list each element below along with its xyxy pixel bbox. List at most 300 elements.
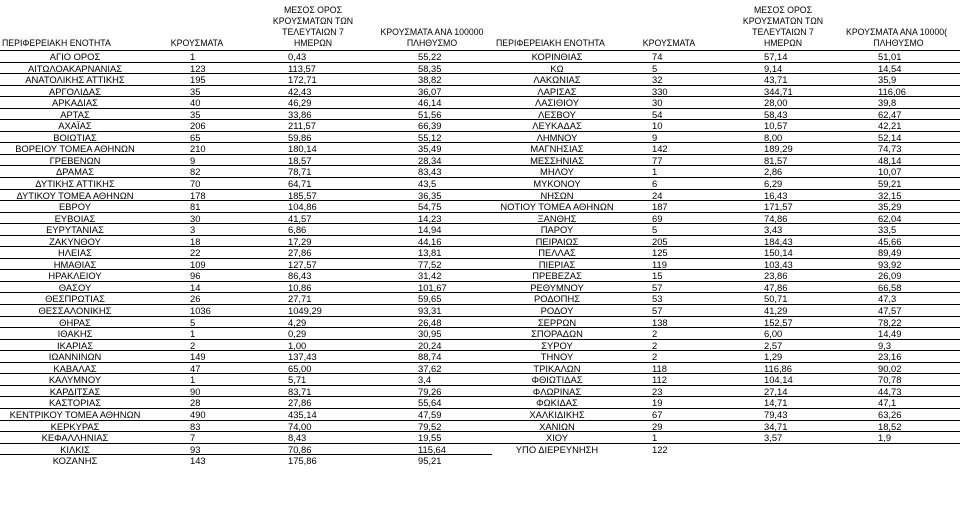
avg-cell: 46,29 — [288, 97, 312, 109]
avg-cell: 189,29 — [764, 143, 793, 155]
cases-cell: 2 — [652, 351, 658, 363]
region-cell: ΒΟΙΩΤΙΑΣ — [53, 131, 97, 143]
cases-cell: 109 — [190, 258, 206, 270]
region-cell: ΦΩΚΙΔΑΣ — [536, 397, 578, 409]
table-row — [492, 258, 960, 270]
region-cell: ΧΙΟΥ — [545, 432, 569, 444]
rate-cell: 47,57 — [878, 305, 902, 317]
avg-cell: 152,57 — [764, 316, 793, 328]
rate-cell: 66,58 — [878, 281, 902, 293]
table-row — [492, 96, 960, 108]
avg-cell: 50,71 — [764, 293, 788, 305]
avg-cell: 6,00 — [764, 328, 783, 340]
avg-cell: 34,71 — [764, 420, 788, 432]
region-cell: ΜΗΛΟΥ — [540, 166, 574, 178]
cases-cell: 10 — [652, 120, 663, 132]
cases-cell: 5 — [652, 224, 658, 236]
avg-cell: 81,57 — [764, 154, 788, 166]
region-cell: ΗΡΑΚΛΕΙΟΥ — [48, 270, 102, 282]
cases-cell: 93 — [190, 443, 201, 455]
region-cell: ΕΥΡΥΤΑΝΙΑΣ — [46, 224, 104, 236]
region-cell: ΠΕΛΛΑΣ — [538, 247, 576, 259]
region-cell: ΝΟΤΙΟΥ ΤΟΜΕΑ ΑΘΗΝΩΝ — [500, 201, 614, 213]
cases-cell: 26 — [190, 293, 201, 305]
avg-cell: 58,43 — [764, 108, 788, 120]
cases-cell: 1 — [190, 374, 196, 386]
header-avg — [732, 5, 833, 49]
region-cell: ΚΑΣΤΟΡΙΑΣ — [48, 397, 102, 409]
cases-cell: 2 — [652, 328, 658, 340]
rate-cell: 62,04 — [878, 212, 902, 224]
region-cell: ΔΥΤΙΚΟΥ ΤΟΜΕΑ ΑΘΗΝΩΝ — [16, 189, 134, 201]
region-cell: ΞΑΝΘΗΣ — [537, 212, 577, 224]
rate-cell: 101,67 — [418, 281, 447, 293]
region-cell: ΣΕΡΡΩΝ — [537, 316, 577, 328]
table-row — [492, 119, 960, 131]
rate-cell: 9,3 — [878, 339, 892, 351]
cases-cell: 67 — [652, 408, 663, 420]
cases-cell: 53 — [652, 293, 663, 305]
rate-cell: 52,14 — [878, 131, 902, 143]
avg-cell: 211,57 — [288, 120, 316, 132]
table-row — [0, 373, 492, 385]
table-row — [0, 154, 492, 166]
region-cell: ΑΡΤΑΣ — [60, 108, 90, 120]
table-row — [492, 408, 960, 420]
table-row — [0, 396, 492, 408]
avg-cell: 70,86 — [288, 443, 312, 455]
avg-cell: 17,29 — [288, 235, 312, 247]
table-row — [0, 108, 492, 120]
region-cell: ΛΑΚΩΝΙΑΣ — [533, 74, 581, 86]
cases-cell: 23 — [652, 385, 663, 397]
avg-cell: 86,43 — [288, 270, 312, 282]
region-cell: ΚΟΡΙΝΘΙΑΣ — [531, 51, 583, 62]
header-avg-line3: ΤΕΛΕΥΤΑΙΩΝ 7 ΗΜΕΡΩΝ — [282, 27, 344, 49]
rate-cell: 90,02 — [878, 362, 902, 374]
region-cell: ΔΥΤΙΚΗΣ ΑΤΤΙΚΗΣ — [35, 178, 115, 190]
rate-cell: 46,14 — [418, 97, 442, 109]
table-row — [492, 235, 960, 247]
cases-cell: 18 — [190, 235, 201, 247]
header-rate-line2: ΠΛΗΘΥΣΜΟ — [873, 38, 924, 49]
region-cell: ΙΩΑΝΝΙΝΩΝ — [48, 351, 102, 363]
table-row — [492, 73, 960, 85]
header-rate — [846, 27, 951, 49]
rate-cell: 31,42 — [418, 270, 442, 282]
region-cell: ΠΙΕΡΙΑΣ — [538, 258, 576, 270]
rate-cell: 18,52 — [878, 420, 902, 432]
header-avg-line3: ΤΕΛΕΥΤΑΙΩΝ 7 ΗΜΕΡΩΝ — [752, 27, 814, 49]
avg-cell: 175,86 — [288, 455, 317, 467]
header-rate — [377, 27, 487, 49]
avg-cell: 79,43 — [764, 408, 788, 420]
table-row — [0, 50, 492, 62]
avg-cell: 180,14 — [288, 143, 317, 155]
region-cell: ΛΑΡΙΣΑΣ — [537, 85, 577, 97]
cases-cell: 1036 — [190, 305, 211, 317]
header-cases: ΚΡΟΥΣΜΑΤΑ — [642, 38, 696, 49]
cases-cell: 490 — [190, 408, 206, 420]
cases-cell: 205 — [652, 235, 668, 247]
table-row — [0, 131, 492, 143]
table-row — [0, 408, 492, 420]
cases-cell: 14 — [190, 281, 201, 293]
rate-cell: 55,12 — [418, 131, 442, 143]
cases-cell: 206 — [190, 120, 206, 132]
avg-cell: 42,43 — [288, 85, 312, 97]
rate-cell: 26,48 — [418, 316, 442, 328]
cases-cell: 54 — [652, 108, 663, 120]
header-avg — [262, 5, 363, 49]
cases-cell: 195 — [190, 74, 206, 86]
avg-cell: 27,86 — [288, 247, 312, 259]
avg-cell: 171,57 — [764, 201, 793, 213]
rate-cell: 38,82 — [418, 74, 442, 86]
region-cell: ΦΛΩΡΙΝΑΣ — [532, 385, 582, 397]
avg-cell: 47,86 — [764, 281, 788, 293]
rate-cell: 55,22 — [418, 51, 442, 62]
region-cell: ΑΙΤΩΛΟΑΚΑΡΝΑΝΙΑΣ — [27, 62, 123, 74]
region-cell: ΜΕΣΣΗΝΙΑΣ — [530, 154, 584, 166]
table-row — [492, 373, 960, 385]
rate-cell: 89,49 — [878, 247, 902, 259]
region-cell: ΑΝΑΤΟΛΙΚΗΣ ΑΤΤΙΚΗΣ — [25, 74, 125, 86]
region-cell: ΒΟΡΕΙΟΥ ΤΟΜΕΑ ΑΘΗΝΩΝ — [15, 143, 135, 155]
rate-cell: 47,3 — [878, 293, 897, 305]
cases-cell: 112 — [652, 374, 667, 386]
table-row — [0, 165, 492, 177]
cases-cell: 1 — [652, 166, 658, 178]
table-row — [492, 281, 960, 293]
table-row — [492, 350, 960, 362]
table-row — [492, 339, 960, 351]
table-row — [0, 304, 492, 316]
header-region: ΠΕΡΙΦΕΡΕΙΑΚΗ ΕΝΟΤΗΤΑ — [2, 38, 111, 49]
region-cell: ΑΡΓΟΛΙΔΑΣ — [49, 85, 101, 97]
region-cell: ΤΗΝΟΥ — [540, 351, 574, 363]
rate-cell: 14,54 — [878, 62, 902, 74]
rate-cell: 44,73 — [878, 385, 902, 397]
table-row — [492, 50, 960, 62]
cases-cell: 187 — [652, 201, 668, 213]
cases-cell: 122 — [652, 443, 668, 455]
region-cell: ΙΚΑΡΙΑΣ — [56, 339, 94, 351]
table-row — [492, 165, 960, 177]
table-row — [492, 316, 960, 328]
rate-cell: 54,75 — [418, 201, 442, 213]
cases-cell: 15 — [652, 270, 663, 282]
rate-cell: 35,9 — [878, 74, 897, 86]
table-row — [492, 269, 960, 281]
rate-cell: 42,21 — [878, 120, 902, 132]
header-region: ΠΕΡΙΦΕΡΕΙΑΚΗ ΕΝΟΤΗΤΑ — [496, 38, 605, 49]
rate-cell: 116,06 — [878, 85, 906, 97]
avg-cell: 6,29 — [764, 178, 783, 190]
avg-cell: 33,86 — [288, 108, 312, 120]
rate-cell: 10,07 — [878, 166, 902, 178]
header-rate-line1: ΚΡΟΥΣΜΑΤΑ ΑΝΑ 10000( — [846, 27, 947, 38]
left-table-body — [0, 50, 492, 466]
cases-cell: 123 — [190, 62, 206, 74]
right-table — [492, 0, 960, 518]
region-cell: ΠΕΙΡΑΙΩΣ — [535, 235, 579, 247]
avg-cell: 113,57 — [288, 62, 316, 74]
cases-cell: 81 — [190, 201, 201, 213]
cases-cell: 24 — [652, 189, 663, 201]
cases-cell: 96 — [190, 270, 201, 282]
rate-cell: 36,35 — [418, 189, 442, 201]
rate-cell: 47,59 — [418, 408, 442, 420]
region-cell: ΧΑΝΙΩΝ — [539, 420, 575, 432]
region-cell: ΚΩ — [550, 62, 564, 74]
region-cell: ΔΡΑΜΑΣ — [56, 166, 94, 178]
header-rate-line2: ΠΛΗΘΥΣΜΟ — [406, 38, 458, 49]
header-avg-line1: ΜΕΣΟΣ ΟΡΟΣ — [284, 5, 342, 16]
rate-cell: 93,31 — [418, 305, 442, 317]
avg-cell: 9,14 — [764, 62, 783, 74]
table-row — [492, 292, 960, 304]
cases-cell: 74 — [652, 51, 663, 62]
rate-cell: 78,22 — [878, 316, 902, 328]
rate-cell: 70,78 — [878, 374, 902, 386]
rate-cell: 19,55 — [418, 432, 442, 444]
avg-cell: 78,71 — [288, 166, 312, 178]
cases-cell: 19 — [652, 397, 663, 409]
rate-cell: 14,23 — [418, 212, 442, 224]
region-cell: ΛΗΜΝΟΥ — [536, 131, 578, 143]
table-row — [0, 431, 492, 443]
table-row — [0, 420, 492, 432]
avg-cell: 185,57 — [288, 189, 317, 201]
avg-cell: 16,43 — [764, 189, 788, 201]
rate-cell: 26,09 — [878, 270, 902, 282]
region-cell: ΚΙΛΚΙΣ — [60, 443, 90, 455]
cases-cell: 9 — [190, 154, 196, 166]
region-cell: ΚΕΦΑΛΛΗΝΙΑΣ — [41, 432, 109, 444]
cases-cell: 125 — [652, 247, 668, 259]
region-cell: ΠΑΡΟΥ — [540, 224, 574, 236]
avg-cell: 184,43 — [764, 235, 793, 247]
table-row — [0, 443, 492, 455]
cases-cell: 35 — [190, 108, 201, 120]
region-cell: ΡΕΘΥΜΝΟΥ — [530, 281, 584, 293]
avg-cell: 5,71 — [288, 374, 307, 386]
avg-cell: 4,29 — [288, 316, 307, 328]
table-row — [0, 62, 492, 74]
avg-cell: 2,57 — [764, 339, 783, 351]
right-table-header — [492, 0, 960, 50]
avg-cell: 172,71 — [288, 74, 317, 86]
region-cell: ΛΕΥΚΑΔΑΣ — [532, 120, 582, 132]
cases-cell: 32 — [652, 74, 663, 86]
table-row — [0, 258, 492, 270]
rate-cell: 33,5 — [878, 224, 897, 236]
rate-cell: 37,62 — [418, 362, 442, 374]
cases-cell: 1 — [190, 328, 196, 340]
rate-cell: 35,29 — [878, 201, 902, 213]
rate-cell: 115,64 — [418, 443, 446, 455]
region-cell: ΗΜΑΘΙΑΣ — [53, 258, 97, 270]
cases-cell: 210 — [190, 143, 206, 155]
table-row — [492, 154, 960, 166]
header-cases: ΚΡΟΥΣΜΑΤΑ — [170, 38, 224, 49]
rate-cell: 43,5 — [418, 178, 437, 190]
region-cell: ΚΑΡΔΙΤΣΑΣ — [49, 385, 101, 397]
table-row — [0, 189, 492, 201]
avg-cell: 435,14 — [288, 408, 317, 420]
right-table-body — [492, 50, 960, 454]
table-row — [0, 142, 492, 154]
rate-cell: 14,49 — [878, 328, 902, 340]
header-avg-line2: ΚΡΟΥΣΜΑΤΩΝ ΤΩΝ — [742, 16, 824, 27]
avg-cell: 83,71 — [288, 385, 312, 397]
table-row — [0, 119, 492, 131]
cases-cell: 1 — [652, 432, 658, 444]
cases-cell: 77 — [652, 154, 663, 166]
rate-cell: 63,26 — [878, 408, 902, 420]
region-cell: ΑΡΚΑΔΙΑΣ — [52, 97, 98, 109]
cases-cell: 119 — [652, 258, 667, 270]
region-cell: ΚΟΖΑΝΗΣ — [52, 455, 98, 467]
table-row — [492, 443, 960, 455]
table-row — [492, 200, 960, 212]
cases-cell: 22 — [190, 247, 201, 259]
avg-cell: 344,71 — [764, 85, 793, 97]
region-cell: ΣΠΟΡΑΔΩΝ — [531, 328, 583, 340]
cases-cell: 28 — [190, 397, 201, 409]
cases-cell: 57 — [652, 305, 663, 317]
avg-cell: 27,71 — [288, 293, 312, 305]
rate-cell: 51,56 — [418, 108, 442, 120]
cases-cell: 330 — [652, 85, 668, 97]
header-rate-line1: ΚΡΟΥΣΜΑΤΑ ΑΝΑ 100000 — [380, 27, 484, 38]
cases-cell: 118 — [652, 362, 667, 374]
region-cell: ΥΠΟ ΔΙΕΡΕΥΝΗΣΗ — [515, 443, 599, 455]
cases-cell: 1 — [190, 51, 196, 62]
table-row — [0, 327, 492, 339]
table-row — [0, 73, 492, 85]
table-row — [492, 304, 960, 316]
cases-cell: 30 — [190, 212, 201, 224]
rate-cell: 44,16 — [418, 235, 442, 247]
table-row — [492, 385, 960, 397]
rate-cell: 13,81 — [418, 247, 442, 259]
rate-cell: 83,43 — [418, 166, 442, 178]
cases-cell: 9 — [652, 131, 658, 143]
avg-cell: 1,29 — [764, 351, 783, 363]
table-row — [492, 327, 960, 339]
region-cell: ΚΕΝΤΡΙΚΟΥ ΤΟΜΕΑ ΑΘΗΝΩΝ — [9, 408, 141, 420]
avg-cell: 104,86 — [288, 201, 317, 213]
rate-cell: 88,74 — [418, 351, 442, 363]
cases-cell: 7 — [190, 432, 196, 444]
avg-cell: 14,71 — [764, 397, 788, 409]
cases-cell: 143 — [190, 455, 206, 467]
table-row — [0, 223, 492, 235]
table-row — [0, 385, 492, 397]
table-row — [492, 108, 960, 120]
table-row — [492, 396, 960, 408]
avg-cell: 1,00 — [288, 339, 307, 351]
avg-cell: 41,57 — [288, 212, 312, 224]
rate-cell: 59,21 — [878, 178, 902, 190]
region-cell: ΘΗΡΑΣ — [59, 316, 91, 328]
region-cell: ΙΘΑΚΗΣ — [57, 328, 93, 340]
region-cell: ΑΓΙΟ ΟΡΟΣ — [49, 51, 101, 62]
table-row — [0, 454, 492, 466]
avg-cell: 18,57 — [288, 154, 312, 166]
cases-cell: 70 — [190, 178, 201, 190]
rate-cell: 79,52 — [418, 420, 442, 432]
table-row — [0, 292, 492, 304]
table-row — [0, 177, 492, 189]
cases-cell: 2 — [190, 339, 196, 351]
region-cell: ΚΕΡΚΥΡΑΣ — [50, 420, 100, 432]
rate-cell: 45,66 — [878, 235, 902, 247]
avg-cell: 41,29 — [764, 305, 788, 317]
avg-cell: 150,14 — [764, 247, 793, 259]
table-row — [0, 85, 492, 97]
table-row — [0, 316, 492, 328]
rate-cell: 95,21 — [418, 455, 442, 467]
rate-cell: 51,01 — [878, 51, 902, 62]
rate-cell: 59,65 — [418, 293, 442, 305]
cases-cell: 30 — [652, 97, 663, 109]
avg-cell: 43,71 — [764, 74, 788, 86]
region-cell: ΝΗΣΩΝ — [540, 189, 574, 201]
rate-cell: 39,8 — [878, 97, 897, 109]
cases-cell: 65 — [190, 131, 201, 143]
table-row — [0, 200, 492, 212]
avg-cell: 3,57 — [764, 432, 783, 444]
avg-cell: 0,29 — [288, 328, 307, 340]
region-cell: ΦΘΙΩΤΙΔΑΣ — [531, 374, 583, 386]
region-cell: ΜΑΓΝΗΣΙΑΣ — [530, 143, 584, 155]
avg-cell: 57,14 — [764, 51, 788, 62]
rate-cell: 48,14 — [878, 154, 902, 166]
cases-cell: 5 — [190, 316, 196, 328]
avg-cell: 8,00 — [764, 131, 783, 143]
cases-cell: 90 — [190, 385, 201, 397]
header-avg-line2: ΚΡΟΥΣΜΑΤΩΝ ΤΩΝ — [272, 16, 354, 27]
avg-cell: 27,14 — [764, 385, 788, 397]
region-cell: ΑΧΑΪΑΣ — [58, 120, 92, 132]
cases-cell: 83 — [190, 420, 201, 432]
region-cell: ΕΒΡΟΥ — [58, 201, 91, 213]
table-row — [492, 177, 960, 189]
table-row — [492, 362, 960, 374]
rate-cell: 47,1 — [878, 397, 897, 409]
cases-cell: 149 — [190, 351, 206, 363]
rate-cell: 36,07 — [418, 85, 442, 97]
table-row — [492, 62, 960, 74]
avg-cell: 10,57 — [764, 120, 788, 132]
avg-cell: 3,43 — [764, 224, 783, 236]
avg-cell: 59,86 — [288, 131, 312, 143]
rate-cell: 30,95 — [418, 328, 442, 340]
avg-cell: 0,43 — [288, 51, 307, 62]
rate-cell: 77,52 — [418, 258, 442, 270]
avg-cell: 74,00 — [288, 420, 312, 432]
avg-cell: 2,86 — [764, 166, 783, 178]
avg-cell: 8,43 — [288, 432, 307, 444]
rate-cell: 66,39 — [418, 120, 442, 132]
table-row — [492, 142, 960, 154]
rate-cell: 23,16 — [878, 351, 902, 363]
avg-cell: 104,14 — [764, 374, 793, 386]
table-row — [0, 96, 492, 108]
